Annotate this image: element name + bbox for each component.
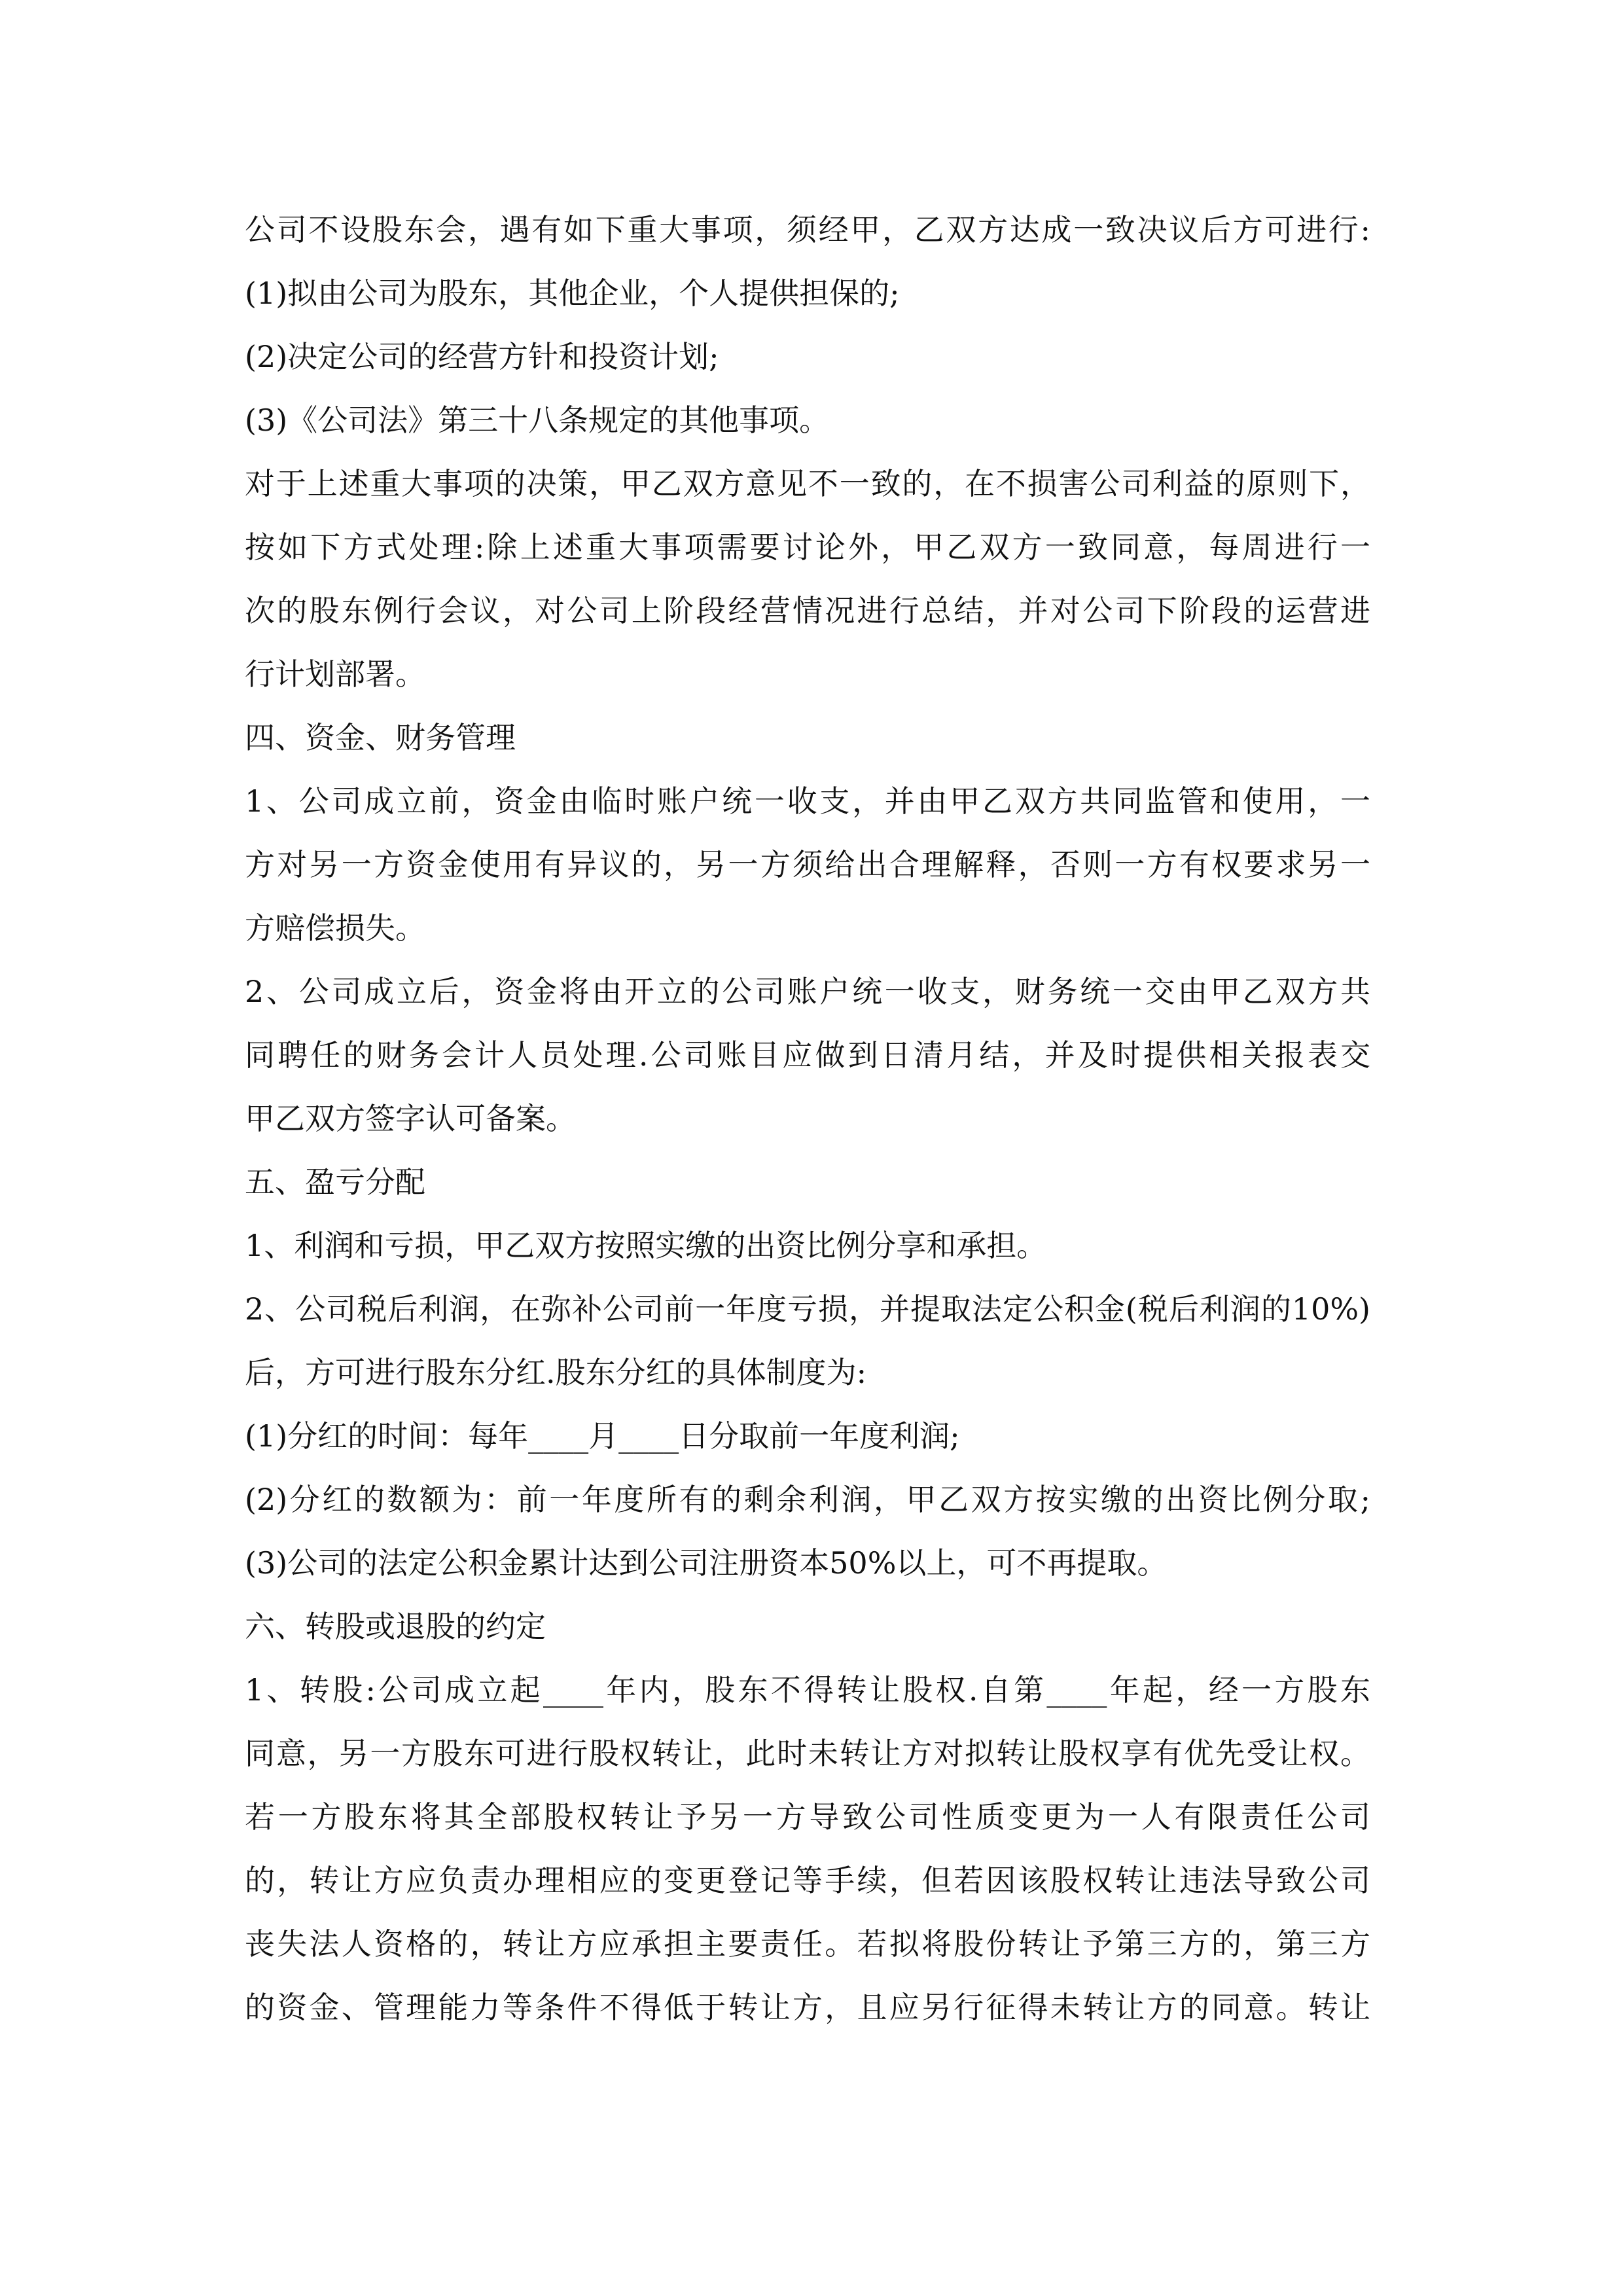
text-line: 1、公司成立前，资金由临时账户统一收支，并由甲乙双方共同监管和使用，一 (245, 783, 1370, 819)
section-heading: 六、转股或退股的约定 (245, 1609, 546, 1644)
text-line: 的，转让方应负责办理相应的变更登记等手续，但若因该股权转让违法导致公司 (245, 1863, 1370, 1898)
text-line: (1)分红的时间：每年____月____日分取前一年度利润; (245, 1418, 960, 1454)
text-line: 次的股东例行会议，对公司上阶段经营情况进行总结，并对公司下阶段的运营进 (245, 593, 1370, 628)
text-line: 后，方可进行股东分红.股东分红的具体制度为: (245, 1355, 867, 1390)
document-body (245, 198, 1370, 2039)
text-line: (2)分红的数额为：前一年度所有的剩余利润，甲乙双方按实缴的出资比例分取; (245, 1482, 1370, 1517)
text-line: 行计划部署。 (245, 656, 425, 692)
text-line: 公司不设股东会，遇有如下重大事项，须经甲，乙双方达成一致决议后方可进行: (245, 212, 1370, 247)
text-line: (3)《公司法》第三十八条规定的其他事项。 (245, 403, 830, 438)
text-line: 若一方股东将其全部股权转让予另一方导致公司性质变更为一人有限责任公司 (245, 1799, 1370, 1835)
text-line: 按如下方式处理:除上述重大事项需要讨论外，甲乙双方一致同意，每周进行一 (245, 529, 1370, 565)
text-line: 甲乙双方签字认可备案。 (245, 1101, 576, 1136)
text-line: 丧失法人资格的，转让方应承担主要责任。若拟将股份转让予第三方的，第三方 (245, 1926, 1370, 1962)
section-heading: 五、盈亏分配 (245, 1164, 425, 1200)
text-line: 2、公司成立后，资金将由开立的公司账户统一收支，财务统一交由甲乙双方共 (245, 974, 1370, 1009)
text-line: 1、利润和亏损，甲乙双方按照实缴的出资比例分享和承担。 (245, 1228, 1047, 1263)
text-line: (2)决定公司的经营方针和投资计划; (245, 339, 719, 374)
text-line: 对于上述重大事项的决策，甲乙双方意见不一致的，在不损害公司利益的原则下， (245, 466, 1370, 501)
text-line: 方对另一方资金使用有异议的，另一方须给出合理解释，否则一方有权要求另一 (245, 847, 1370, 882)
text-line: 同聘任的财务会计人员处理.公司账目应做到日清月结，并及时提供相关报表交 (245, 1037, 1370, 1073)
text-line: 的资金、管理能力等条件不得低于转让方，且应另行征得未转让方的同意。转让 (245, 1990, 1370, 2025)
text-line: 同意，另一方股东可进行股权转让，此时未转让方对拟转让股权享有优先受让权。 (245, 1736, 1370, 1771)
text-line: 1、转股:公司成立起____年内，股东不得转让股权.自第____年起，经一方股东 (245, 1672, 1370, 1708)
section-heading: 四、资金、财务管理 (245, 720, 516, 755)
text-line: (3)公司的法定公积金累计达到公司注册资本50%以上，可不再提取。 (245, 1545, 1168, 1581)
text-line: 方赔偿损失。 (245, 910, 425, 946)
text-line: 2、公司税后利润，在弥补公司前一年度亏损，并提取法定公积金(税后利润的10%) (245, 1291, 1370, 1327)
text-line: (1)拟由公司为股东，其他企业，个人提供担保的; (245, 276, 900, 311)
